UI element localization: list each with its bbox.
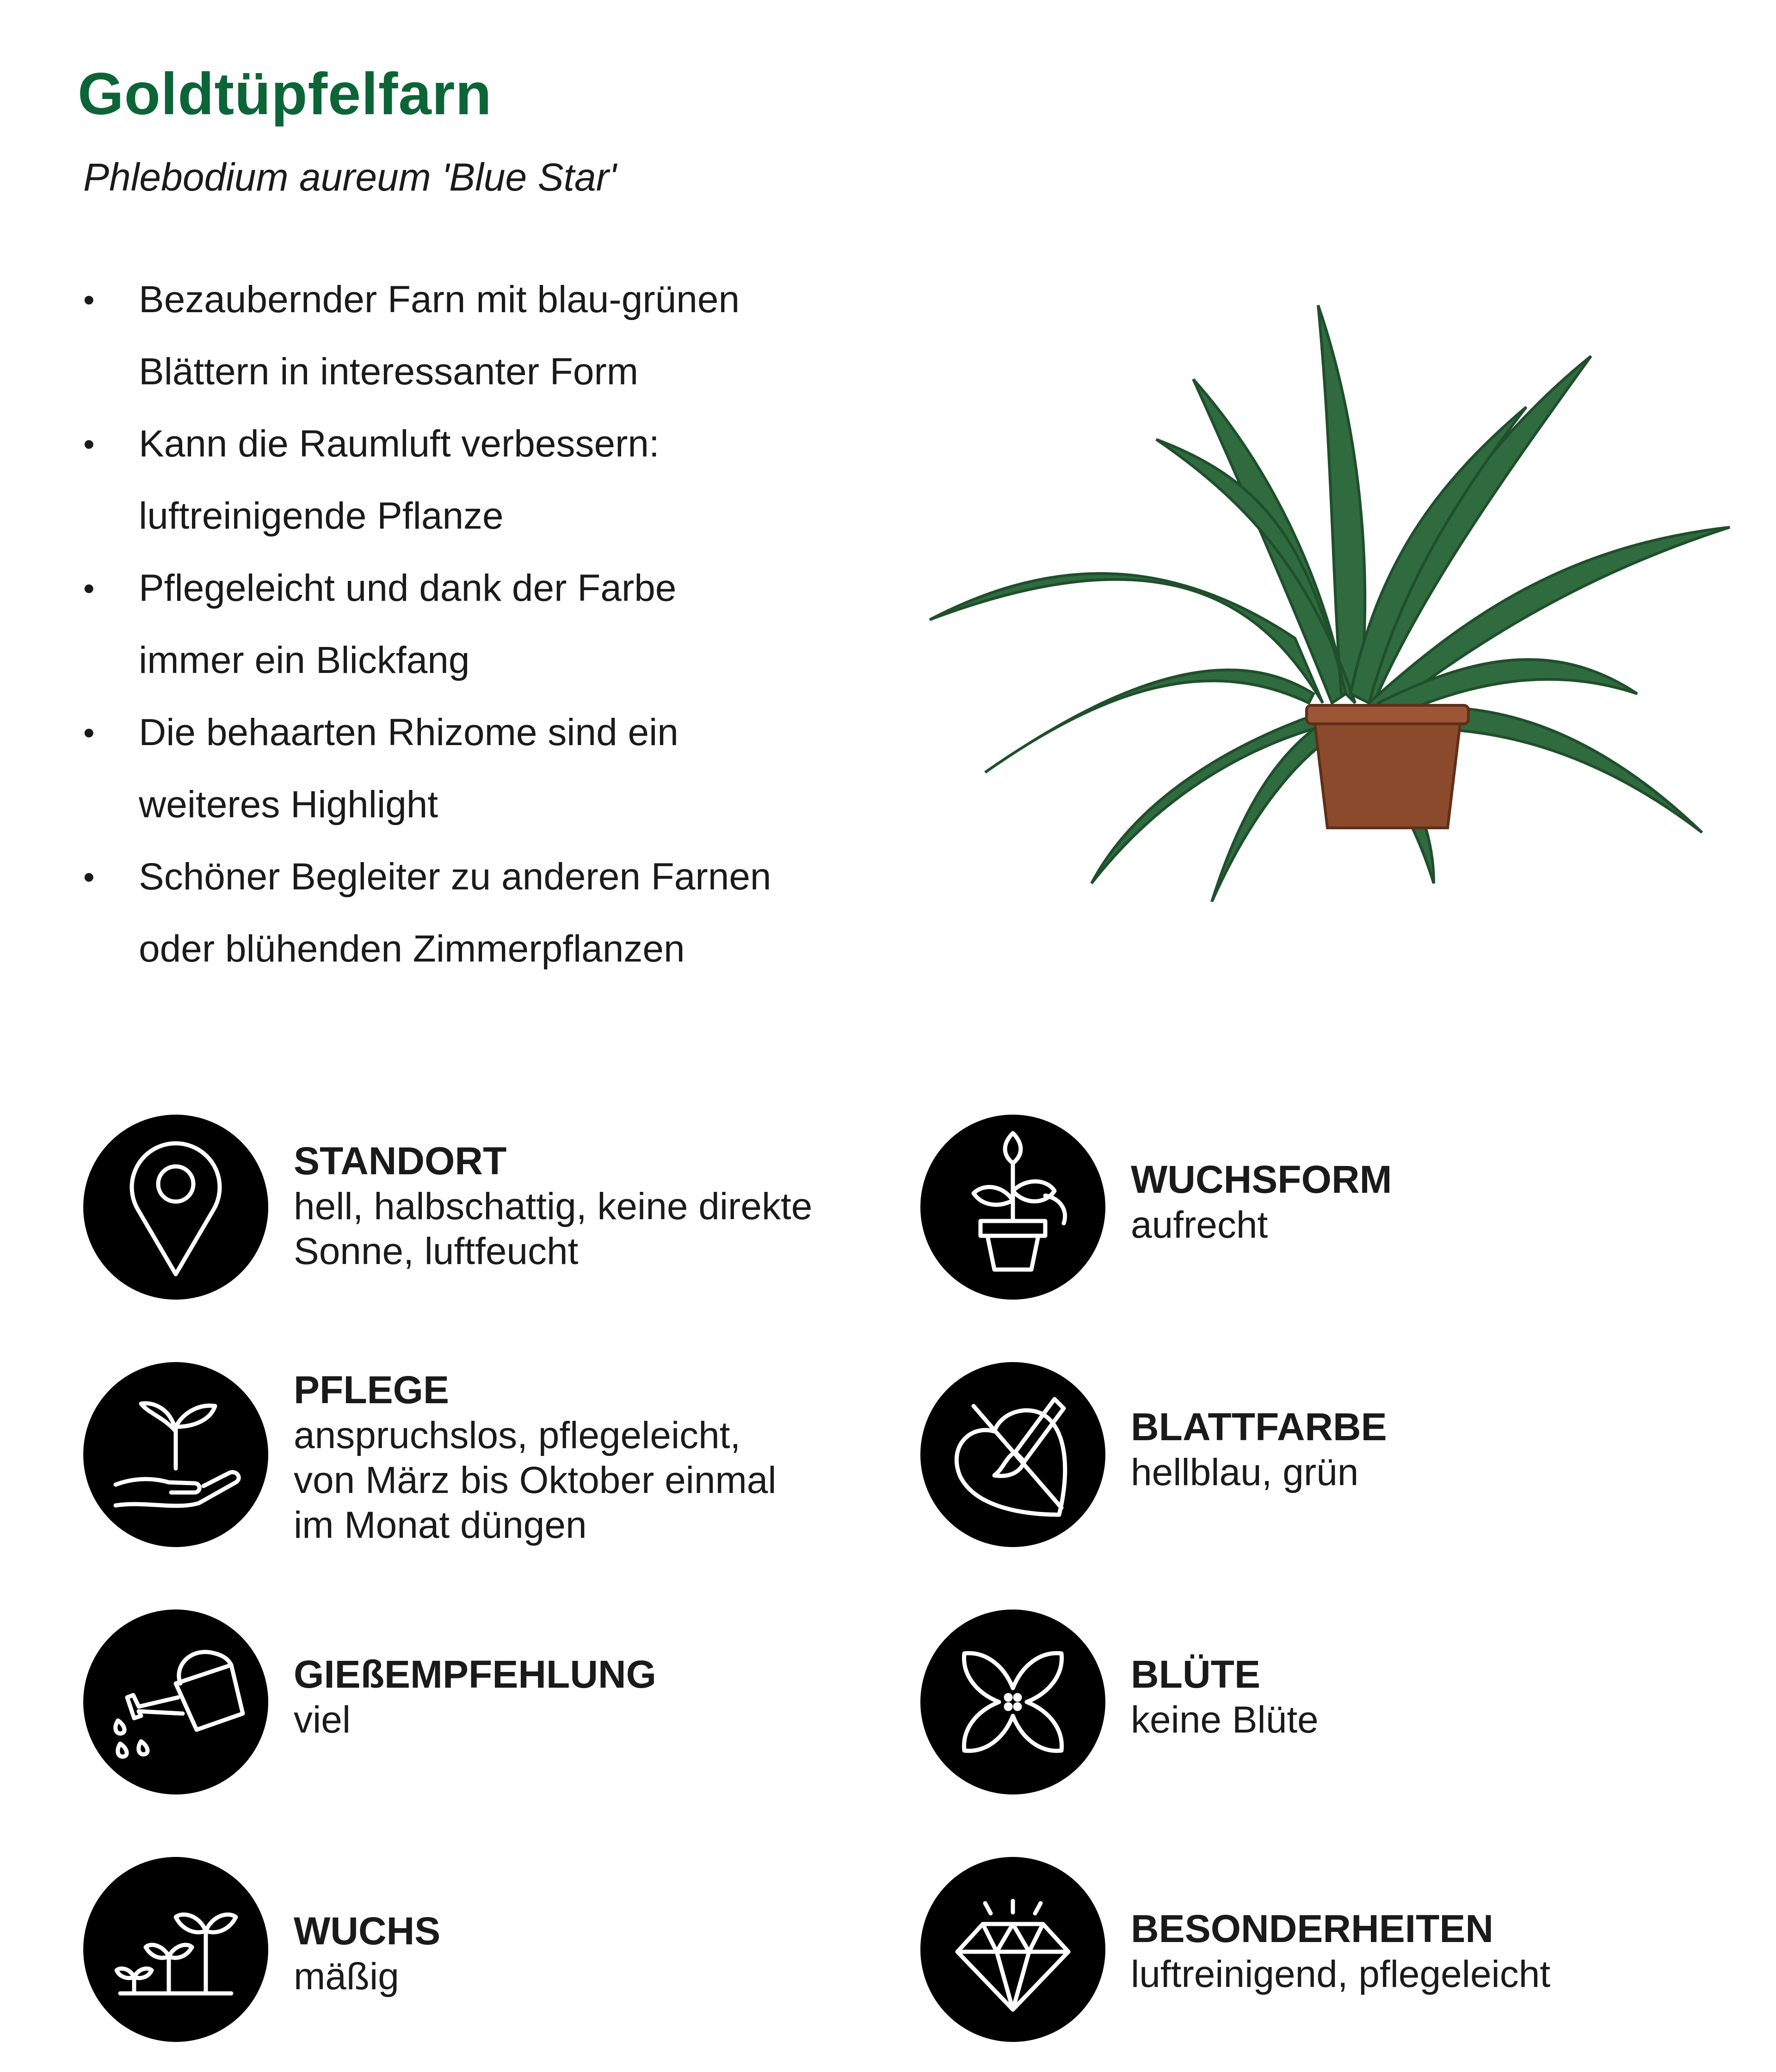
feature-value: keine Blüte xyxy=(1131,1699,1319,1741)
growing-sprouts-icon xyxy=(83,1857,268,2042)
potted-plant-icon xyxy=(920,1115,1105,1300)
feature-blattfarbe xyxy=(920,1362,1707,1556)
location-pin-icon xyxy=(83,1115,268,1300)
bullet-item xyxy=(79,841,911,985)
feature-wuchs xyxy=(83,1857,870,2051)
watering-can-icon xyxy=(83,1610,268,1794)
bullet-dot: • xyxy=(83,426,95,462)
bullet-text: Die behaarten Rhizome sind ein weiteres Highlight xyxy=(139,711,678,826)
bullet-dot: • xyxy=(83,570,95,606)
feature-value: aufrecht xyxy=(1131,1204,1268,1246)
feature-bullet-list xyxy=(79,264,911,985)
bullet-dot: • xyxy=(83,715,95,751)
pot-shape xyxy=(1314,712,1462,828)
feature-title: BLÜTE xyxy=(1131,1653,1260,1696)
bullet-item xyxy=(79,552,911,697)
feature-pflege xyxy=(83,1362,870,1556)
feature-value: luftreinigend, pflegeleicht xyxy=(1131,1953,1551,1995)
feature-wuchsform xyxy=(920,1115,1707,1309)
fern-illustration xyxy=(916,287,1739,902)
hand-sprout-icon xyxy=(83,1362,268,1547)
potted-fern-image xyxy=(916,287,1739,902)
feature-title: WUCHSFORM xyxy=(1131,1158,1392,1201)
diamond-icon xyxy=(920,1857,1105,2042)
bullet-text: Bezaubernder Farn mit blau-grünen Blättern in interessanter Form xyxy=(139,278,740,393)
feature-value: viel xyxy=(294,1699,351,1741)
feature-value: anspruchslos, pflegeleicht, von März bis Oktober einmal im Monat düngen xyxy=(294,1414,777,1546)
bullet-text: Schöner Begleiter zu anderen Farnen oder blühenden Zimmerpflanzen xyxy=(139,856,771,970)
feature-title: BESONDERHEITEN xyxy=(1131,1907,1494,1950)
feature-giessempfehlung xyxy=(83,1610,870,1804)
feature-title: WUCHS xyxy=(294,1909,441,1953)
bullet-item xyxy=(79,264,911,408)
feature-besonderheiten xyxy=(920,1857,1707,2051)
bullet-dot: • xyxy=(83,859,95,895)
leaf-brush-icon xyxy=(920,1362,1105,1547)
bullet-item xyxy=(79,697,911,841)
feature-title: GIEßEMPFEHLUNG xyxy=(294,1653,657,1696)
product-title: Goldtüpfelfarn xyxy=(78,61,492,127)
feature-standort xyxy=(83,1115,870,1309)
feature-value: mäßig xyxy=(294,1955,399,1998)
feature-title: BLATTFARBE xyxy=(1131,1405,1387,1449)
flower-icon xyxy=(920,1610,1105,1794)
feature-title: STANDORT xyxy=(294,1139,507,1183)
feature-value: hellblau, grün xyxy=(1131,1451,1359,1493)
feature-value: hell, halbschattig, keine direkte Sonne, luftfeucht xyxy=(294,1185,813,1272)
bullet-dot: • xyxy=(83,282,95,318)
botanical-name: Phlebodium aureum 'Blue Star' xyxy=(83,155,617,199)
bullet-text: Kann die Raumluft verbessern: luftreinigende Pflanze xyxy=(139,423,660,537)
bullet-item xyxy=(79,408,911,552)
feature-title: PFLEGE xyxy=(294,1368,450,1412)
bullet-text: Pflegeleicht und dank der Farbe immer ein Blickfang xyxy=(139,567,677,681)
feature-bluete xyxy=(920,1610,1707,1804)
